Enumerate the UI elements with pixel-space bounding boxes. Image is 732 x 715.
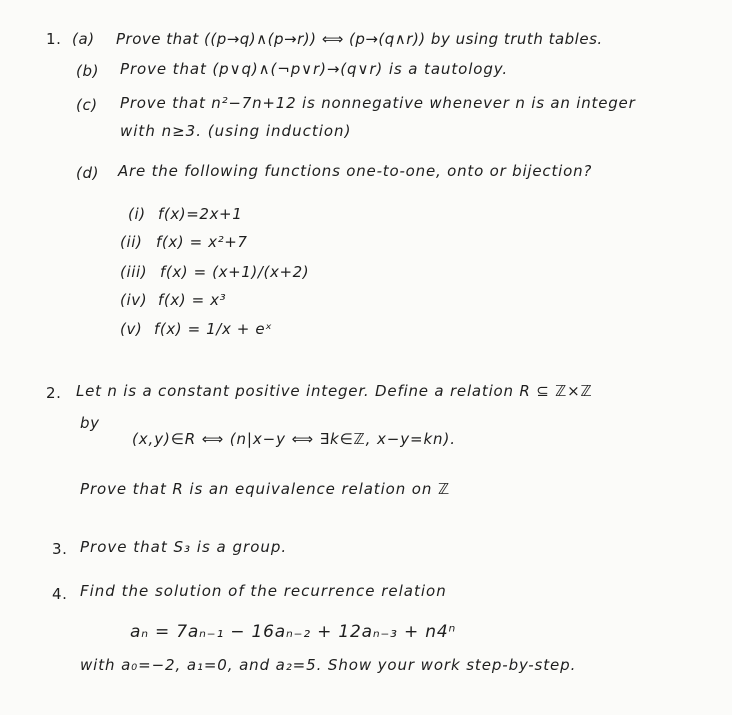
function-item-expr: f(x) = x²+7: [156, 233, 248, 251]
function-item-expr: f(x) = (x+1)/(x+2): [160, 263, 310, 281]
problem-2-formula: (x,y)∈R ⟺ (n|x−y ⟺ ∃k∈ℤ, x−y=kn).: [132, 430, 456, 448]
problem-4-initial: with a₀=−2, a₁=0, and a₂=5. Show your work step-by-step.: [80, 656, 577, 674]
function-item-label: (iii): [120, 263, 148, 281]
function-item-expr: f(x) = x³: [158, 291, 227, 309]
problem-3-number: 3.: [52, 540, 68, 558]
problem-1b-text: Prove that (p∨q)∧(¬p∨r)→(q∨r) is a tautology.: [120, 60, 509, 78]
function-item-label: (iv): [120, 291, 148, 309]
function-item-expr: f(x) = 1/x + eˣ: [154, 320, 273, 338]
problem-2-number: 2.: [46, 384, 62, 402]
problem-1a-label: (a): [72, 30, 95, 48]
problem-1-number: 1.: [46, 30, 62, 48]
problem-1b-label: (b): [76, 62, 100, 80]
problem-2-line2: by: [80, 414, 100, 432]
problem-2-line1: Let n is a constant positive integer. Define a relation R ⊆ ℤ×ℤ: [76, 382, 593, 400]
problem-2-line3: Prove that R is an equivalence relation on ℤ: [80, 480, 451, 498]
problem-3-text: Prove that S₃ is a group.: [80, 538, 288, 556]
function-item-expr: f(x)=2x+1: [158, 205, 243, 223]
problem-4-formula: aₙ = 7aₙ₋₁ − 16aₙ₋₂ + 12aₙ₋₃ + n4ⁿ: [130, 622, 457, 642]
problem-1a-text: Prove that ((p→q)∧(p→r)) ⟺ (p→(q∧r)) by using truth tables.: [116, 30, 603, 48]
function-item-label: (v): [120, 320, 143, 338]
problem-1c-label: (c): [76, 96, 98, 114]
function-item-label: (i): [128, 205, 146, 223]
problem-1d-text: Are the following functions one-to-one, onto or bijection?: [118, 162, 593, 180]
problem-1d-label: (d): [76, 164, 100, 182]
problem-1c-text-line2: with n≥3. (using induction): [120, 122, 352, 140]
problem-1c-text: Prove that n²−7n+12 is nonnegative whenever n is an integer: [120, 94, 636, 112]
function-item-label: (ii): [120, 233, 143, 251]
problem-4-number: 4.: [52, 585, 68, 603]
problem-4-text: Find the solution of the recurrence relation: [80, 582, 447, 600]
